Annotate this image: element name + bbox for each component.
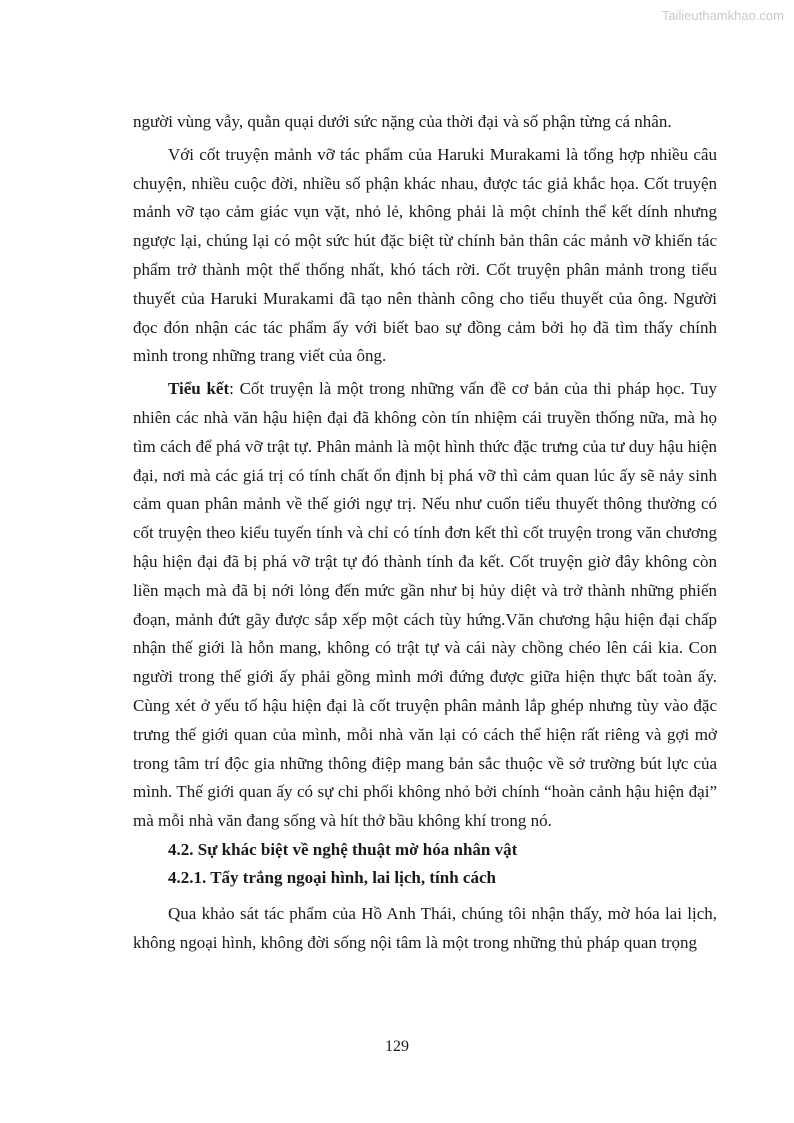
paragraph-continuation: người vùng vẫy, quằn quại dưới sức nặng của thời đại và số phận từng cá nhân.	[133, 112, 672, 131]
summary-lead: Tiểu kết	[168, 379, 230, 399]
summary-text: : Cốt truyện là một trong những vấn đề cơ bản của thi pháp học. Tuy nhiên các nhà văn hậu hiện đại đã không còn tín nhiệm cái truyền thống nữa, mà họ tìm cách để phá vỡ trật tự. Phân mảnh là một hình thức đặc trưng của tư duy hậu hiện đại, nơi mà các giá trị có tính chất ổn định bị phá vỡ thì cảm quan lúc ấy sẽ nảy sinh cảm quan phân mảnh về thế giới ngự trị. Nếu như cuốn tiểu thuyết thông thường có cốt truyện theo kiểu tuyến tính và chỉ có tính đơn kết thì cốt truyện trong văn chương hậu hiện đại đã bị phá vỡ trật tự đó thành tính đa kết. Cốt truyện giờ đây không còn liền mạch mà đã bị nới lỏng đến mức gần như bị hủy diệt và trở thành những phiến đoạn, mảnh đứt gãy được sắp xếp một cách tùy hứng.Văn chương hậu hiện đại chấp nhận thế giới là hỗn mang, không có trật tự và cái này chồng chéo lên cái kia. Con người trong thế giới ấy phải gồng mình mới đứng được giữa hiện thực bất toàn ấy. Cùng xét ở yếu tố hậu hiện đại là cốt truyện phân mảnh lắp ghép nhưng tùy vào đặc trưng thế giới quan của mình, mỗi nhà văn lại có cách thể hiện rất riêng và gợi mở trong tâm trí độc gia những thông điệp mang bản sắc thuộc về sở trường bút lực của mình. Thế giới quan ấy có sự chi phối không nhỏ bởi chính “hoàn cảnh hậu hiện đại” mà mỗi nhà văn đang sống và hít thở bầu không khí trong nó.	[133, 379, 717, 831]
paragraph-murakami: Với cốt truyện mảnh vỡ tác phẩm của Haruki Murakami là tổng hợp nhiều câu chuyện, nhiều cuộc đời, nhiều số phận khác nhau, được tác giả khắc họa. Cốt truyện mảnh vỡ tạo cảm giác vụn vặt, nhỏ lẻ, không phải là một chỉnh thể kết dính nhưng ngược lại, chúng lại có một sức hút đặc biệt từ chính bản thân các mảnh vỡ khiến tác phẩm trở thành một thể thống nhất, khó tách rời. Cốt truyện phân mảnh trong tiểu thuyết của Haruki Murakami đã tạo nên thành công cho tiểu thuyết của ông. Người đọc đón nhận các tác phẩm ấy với biết bao sự đồng cảm bởi họ đã tìm thấy chính mình trong những trang viết của ông.	[133, 144, 717, 366]
watermark: Tailieuthamkhao.com	[661, 8, 784, 23]
paragraph-ho-anh-thai: Qua khảo sát tác phẩm của Hồ Anh Thái, chúng tôi nhận thấy, mờ hóa lai lịch, không ngoại hình, không đời sống nội tâm là một trong những thủ pháp quan trọng	[133, 903, 717, 952]
page-number: 129	[385, 1038, 409, 1055]
paragraph-summary	[133, 375, 717, 836]
subsection-heading: 4.2.1. Tẩy trắng ngoại hình, lai lịch, tính cách	[168, 867, 496, 887]
section-heading: 4.2. Sự khác biệt về nghệ thuật mờ hóa nhân vật	[168, 839, 518, 859]
page-content	[133, 108, 717, 958]
